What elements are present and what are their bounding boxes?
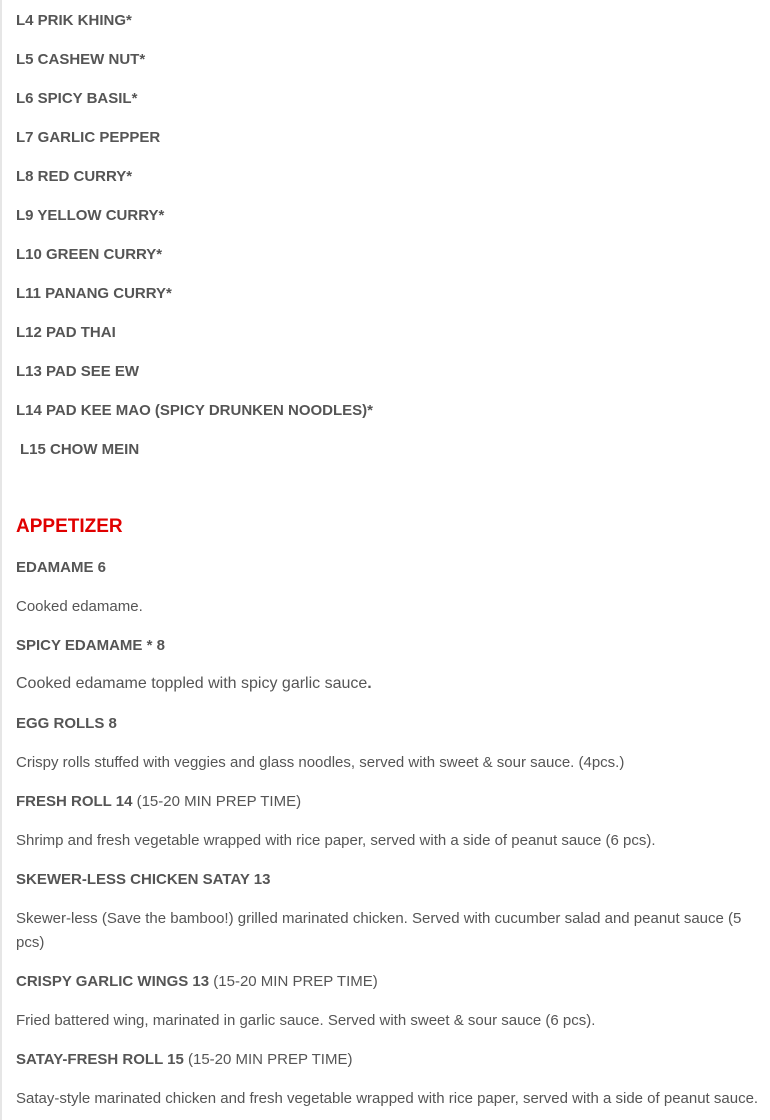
prep-time-note: (15-20 MIN PREP TIME) bbox=[136, 793, 302, 810]
menu-item-l13: L13 PAD SEE EW bbox=[16, 363, 140, 380]
menu-item-l7: L7 GARLIC PEPPER bbox=[16, 129, 161, 146]
appetizer-description: Cooked edamame. bbox=[16, 598, 143, 615]
menu-item-l4: L4 PRIK KHING* bbox=[16, 12, 132, 29]
appetizer-name: CRISPY GARLIC WINGS 13 bbox=[16, 973, 210, 990]
appetizer-description: Crispy rolls stuffed with veggies and glass noodles, served with sweet & sour sauce. (4pcs.) bbox=[16, 754, 625, 771]
section-heading-appetizer: APPETIZER bbox=[16, 516, 123, 537]
menu-item-l12: L12 PAD THAI bbox=[16, 324, 116, 341]
left-border bbox=[0, 0, 2, 1120]
menu-item-l11: L11 PANANG CURRY* bbox=[16, 285, 172, 302]
appetizer-name: EDAMAME 6 bbox=[16, 559, 107, 576]
appetizer-name-line bbox=[16, 970, 378, 994]
appetizer-description: Satay-style marinated chicken and fresh vegetable wrapped with rice paper, served with a side of peanut sauce. bbox=[16, 1090, 759, 1107]
appetizer-name: SKEWER-LESS CHICKEN SATAY 13 bbox=[16, 871, 271, 888]
appetizer-description: Shrimp and fresh vegetable wrapped with rice paper, served with a side of peanut sauce (6 pcs). bbox=[16, 832, 656, 849]
appetizer-description: Skewer-less (Save the bamboo!) grilled marinated chicken. Served with cucumber salad and peanut sauce (5 pcs) bbox=[16, 910, 742, 951]
menu-item-l6: L6 SPICY BASIL* bbox=[16, 90, 138, 107]
appetizer-name-line bbox=[16, 790, 301, 814]
menu-item-l15: L15 CHOW MEIN bbox=[20, 441, 140, 458]
appetizer-name: SPICY EDAMAME * 8 bbox=[16, 637, 165, 654]
appetizer-name-line bbox=[16, 1048, 352, 1072]
menu-item-l14: L14 PAD KEE MAO (SPICY DRUNKEN NOODLES)* bbox=[16, 402, 373, 419]
menu-item-l9: L9 YELLOW CURRY* bbox=[16, 207, 165, 224]
description-end-punctuation: . bbox=[367, 675, 372, 692]
menu-item-l5: L5 CASHEW NUT* bbox=[16, 51, 146, 68]
appetizer-name: SATAY-FRESH ROLL 15 bbox=[16, 1051, 184, 1068]
prep-time-note: (15-20 MIN PREP TIME) bbox=[187, 1051, 353, 1068]
menu-item-l8: L8 RED CURRY* bbox=[16, 168, 133, 185]
appetizer-description bbox=[16, 672, 372, 696]
prep-time-note: (15-20 MIN PREP TIME) bbox=[213, 973, 378, 990]
appetizer-description: Fried battered wing, marinated in garlic sauce. Served with sweet & sour sauce (6 pcs). bbox=[16, 1012, 596, 1029]
menu-item-l10: L10 GREEN CURRY* bbox=[16, 246, 163, 263]
appetizer-name: FRESH ROLL 14 bbox=[16, 793, 133, 810]
appetizer-name: EGG ROLLS 8 bbox=[16, 715, 117, 732]
description-text: Cooked edamame toppled with spicy garlic sauce bbox=[16, 675, 368, 692]
